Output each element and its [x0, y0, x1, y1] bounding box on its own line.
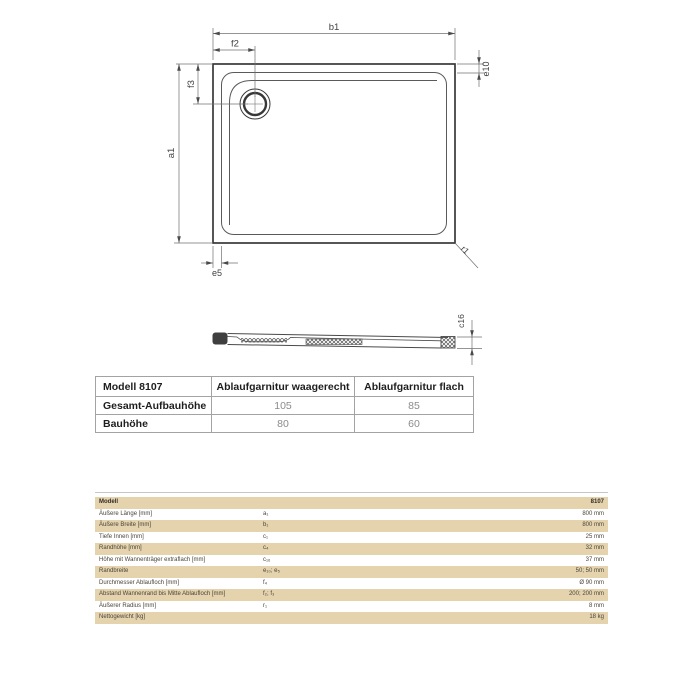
spec-value: 18 kg — [589, 614, 604, 620]
spec-label: Äußerer Radius [mm] — [99, 602, 157, 609]
section-right-cap — [441, 337, 455, 349]
dim-label-c16: c16 — [456, 314, 466, 328]
spec-row-aeussere-laenge — [95, 509, 608, 521]
spec-row-nettogewicht — [95, 612, 608, 624]
spec-value: 25 mm — [585, 533, 604, 540]
section-drain-hatch — [241, 338, 287, 343]
dim-label-f2: f2 — [231, 38, 239, 50]
row-label: Bauhöhe — [96, 415, 212, 433]
spec-symbol: c₄ — [263, 545, 269, 551]
spec-label: Randhöhe [mm] — [99, 545, 142, 551]
spec-symbol: a₁ — [263, 510, 269, 517]
spec-value: 50; 50 mm — [575, 568, 604, 574]
tray-outer-outline — [213, 64, 455, 243]
spec-label: Randbreite — [99, 568, 129, 574]
spec-value: 32 mm — [585, 545, 604, 551]
spec-value: 200; 200 mm — [568, 591, 604, 597]
spec-table — [95, 492, 608, 624]
spec-label: Äußere Breite [mm] — [99, 522, 152, 528]
spec-row-aeusserer-radius — [95, 601, 608, 613]
spec-label: Höhe mit Wannenträger extraflach [mm] — [99, 556, 206, 563]
spec-symbol: e₁₀; e₅ — [263, 568, 280, 574]
top-view — [166, 22, 491, 278]
spec-value: 8107 — [590, 499, 604, 505]
section-support-hatch — [306, 339, 362, 345]
spec-label: Abstand Wannenrand bis Mitte Ablaufloch [mm] — [99, 591, 226, 597]
spec-row-durchmesser-ablaufloch — [95, 578, 608, 590]
spec-value: 8 mm — [589, 602, 604, 609]
spec-row-randhoehe — [95, 543, 608, 555]
dim-label-r1: r1 — [458, 243, 472, 257]
aufbau-header-flach: Ablaufgarnitur flach — [355, 377, 474, 397]
row-value: 80 — [212, 415, 355, 433]
dim-label-e10: e10 — [481, 61, 491, 77]
spec-label: Äußere Länge [mm] — [99, 510, 153, 517]
spec-value: Ø 90 mm — [579, 579, 604, 586]
spec-row-abstand-ablaufloch — [95, 589, 608, 601]
spec-row-tiefe-innen — [95, 532, 608, 544]
aufbau-table — [95, 376, 474, 433]
row-value: 60 — [355, 415, 474, 433]
row-value: 85 — [355, 397, 474, 415]
tray-floor-edge — [230, 81, 438, 226]
spec-label: Tiefe Innen [mm] — [99, 533, 144, 540]
spec-symbol: b₁ — [263, 522, 269, 528]
aufbau-row-gesamt — [96, 397, 474, 415]
spec-row-aeussere-breite — [95, 520, 608, 532]
section-view — [213, 314, 483, 365]
spec-label: Modell — [99, 499, 118, 505]
spec-row-modell — [95, 497, 608, 509]
dim-label-e5: e5 — [211, 268, 223, 278]
spec-symbol: f₄ — [263, 579, 268, 586]
dim-label-b1: b1 — [328, 22, 340, 33]
row-value: 105 — [212, 397, 355, 415]
spec-symbol: r₁ — [263, 602, 268, 609]
aufbau-header-model: Modell 8107 — [96, 377, 212, 397]
spec-symbol: f₂; f₃ — [263, 591, 275, 597]
spec-label: Nettogewicht [kg] — [99, 614, 146, 620]
dim-label-a1: a1 — [166, 147, 177, 159]
spec-row-randbreite — [95, 566, 608, 578]
row-label: Gesamt-Aufbauhöhe — [96, 397, 212, 415]
section-left-cap — [213, 333, 228, 345]
aufbau-header-waagerecht: Ablaufgarnitur waagerecht — [212, 377, 355, 397]
spec-symbol: c₁₆ — [263, 556, 271, 563]
dim-label-f3: f3 — [186, 80, 197, 88]
spec-value: 800 mm — [582, 510, 604, 517]
spec-value: 37 mm — [585, 556, 604, 563]
aufbau-header-row — [96, 377, 474, 397]
spec-label: Durchmesser Ablaufloch [mm] — [99, 579, 180, 586]
aufbau-row-bauhoehe — [96, 415, 474, 433]
spec-value: 800 mm — [582, 522, 604, 528]
spec-symbol: c₁ — [263, 533, 269, 540]
spec-row-hoehe-wannentraeger — [95, 555, 608, 567]
